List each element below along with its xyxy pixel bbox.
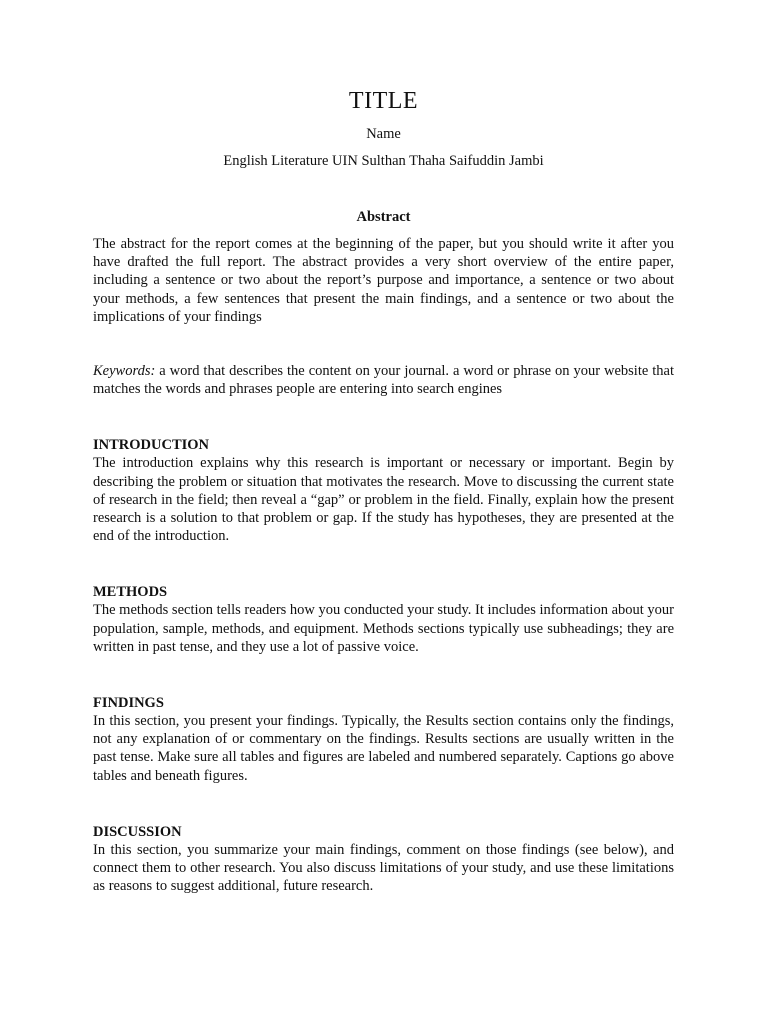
keywords-paragraph bbox=[93, 362, 674, 398]
author-name: Name bbox=[366, 126, 401, 142]
author-affiliation: English Literature UIN Sulthan Thaha Saifuddin Jambi bbox=[223, 153, 544, 169]
findings-heading: FINDINGS bbox=[93, 695, 164, 712]
paper-title: TITLE bbox=[348, 88, 419, 114]
discussion-text: In this section, you summarize your main findings, comment on those findings (see below), and connect them to other research. You also discuss limitations of your study, and use these limitations as reasons to suggest additional, future research. bbox=[93, 841, 674, 895]
findings-text: In this section, you present your findings. Typically, the Results section contains only the findings, not any explanation of or commentary on the findings. Results sections are usually written in the past tense. Make sure all tables and figures are labeled and numbered separately. Captions go above tables and beneath figures. bbox=[93, 713, 674, 784]
introduction-heading: INTRODUCTION bbox=[93, 437, 210, 454]
keywords-text: a word that describes the content on your journal. a word or phrase on your website that matches the words and phrases people are entering into search engines bbox=[93, 363, 674, 398]
keywords-label: Keywords: bbox=[93, 363, 156, 380]
methods-heading: METHODS bbox=[93, 584, 168, 601]
abstract-heading: Abstract bbox=[356, 209, 411, 225]
methods-text: The methods section tells readers how you conducted your study. It includes information about your population, sample, methods, and equipment. Methods sections typically use subheadings; they are written in past tense, and they use a lot of passive voice. bbox=[93, 602, 674, 655]
abstract-text: The abstract for the report comes at the beginning of the paper, but you should write it after you have drafted the full report. The abstract provides a very short overview of the entire paper, including a sentence or two about the report’s purpose and importance, a sentence or two about your methods, a few sentences that present the main findings, and a sentence or two about the implications of your findings bbox=[93, 236, 674, 325]
paper-page bbox=[93, 86, 674, 895]
discussion-heading: DISCUSSION bbox=[93, 823, 182, 840]
introduction-text: The introduction explains why this research is important or necessary or important. Begin by describing the problem or situation that motivates the research. Move to discussing the current state of research in the field; then reveal a “gap” or problem in the field. Finally, explain how the present research is a solution to that problem or gap. If the study has hypotheses, they are presented at the end of the introduction. bbox=[93, 455, 674, 545]
